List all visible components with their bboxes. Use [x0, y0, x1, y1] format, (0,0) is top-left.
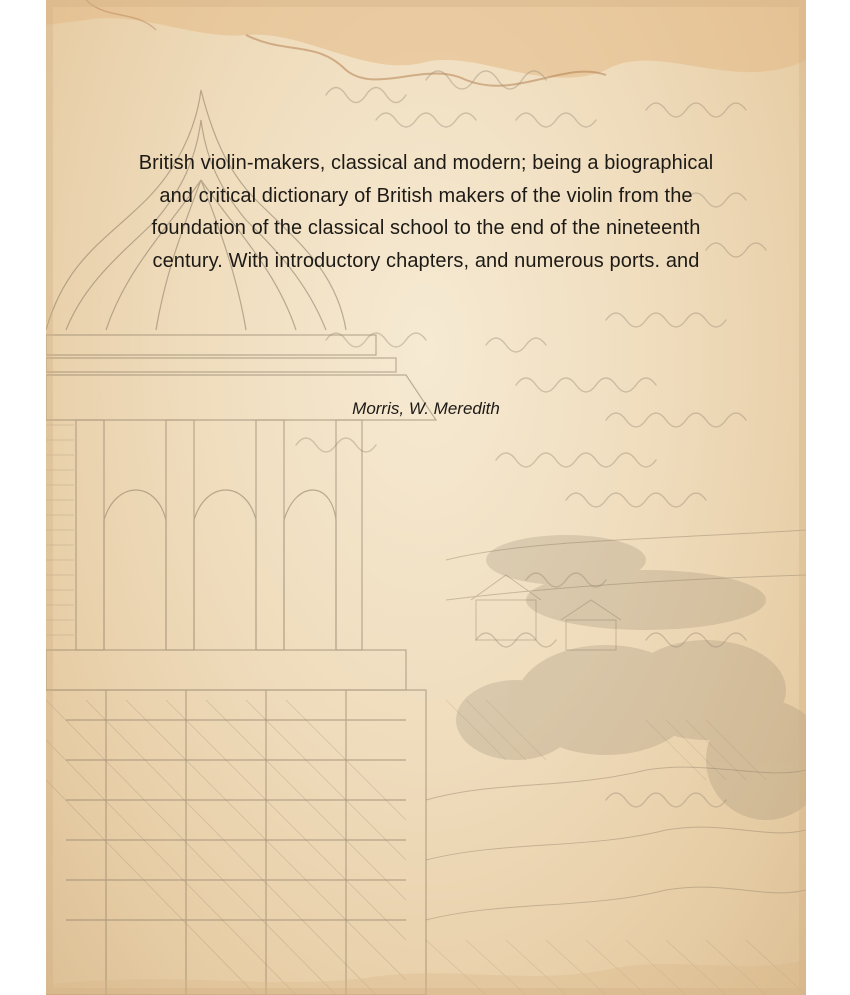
book-cover: [46, 0, 806, 995]
book-author: Morris, W. Meredith: [352, 399, 500, 418]
book-title: British violin-makers, classical and modern; being a biographical and critical dictionary of British makers of the violin from the foundation of the classical school to the end of the nineteenth century. With introductory chapters, and numerous ports. and: [138, 152, 714, 272]
